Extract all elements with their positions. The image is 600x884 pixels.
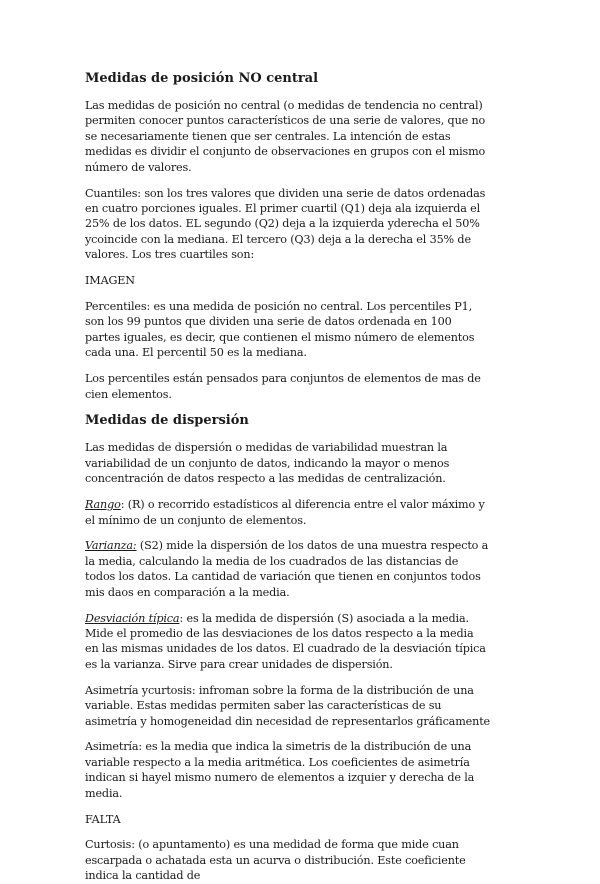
paragraph-varianza <box>85 538 490 600</box>
paragraph-cuantiles: Cuantiles: son los tres valores que dividen una serie de datos ordenadas en cuatro porciones iguales. El primer cuartil (Q1) deja ala izquierda el 25% de los datos. EL segundo (Q2) deja a la izquierda yderecha el 50% ycoincide con la mediana. El tercero (Q3) deja a la derecha el 35% de valores. Los tres cuartiles son: <box>85 186 486 262</box>
paragraph-percentiles: Percentiles: es una medida de posición no central. Los percentiles P1, son los 99 puntos que dividen una serie de datos ordenada en 100 partes iguales, es decir, que contienen el mismo número de elementos cada una. El percentil 50 es la mediana. <box>85 299 475 360</box>
paragraph-dispersion-intro: Las medidas de dispersión o medidas de variabilidad muestran la variabilidad de un conjunto de datos, indicando la mayor o menos concentración de datos respecto a las medidas de centralización. <box>85 441 450 486</box>
varianza-definition: (S2) mide la dispersión de los datos de una muestra respecto a la media, calculando la media de los cuadrados de las distancias de todos los datos. La cantidad de variación que tienen en conjuntos todos mis daos en comparación a la media. <box>85 539 489 599</box>
rango-definition: : (R) o recorrido estadísticos al diferencia entre el valor máximo y el mínimo de un conjunto de elementos. <box>85 498 485 527</box>
paragraph-asimetria: Asimetría: es la media que indica la simetris de la distribución de una variable respecto a la media aritmética. Los coeficientes de asimetría indican si hayel mismo numero de elementos a izquier y derecha de la media. <box>85 740 475 800</box>
heading-medidas-dispersion: Medidas de dispersión <box>85 413 249 429</box>
paragraph-asimetria-curtosis: Asimetría ycurtosis: infroman sobre la forma de la distribución de una variable. Estas medidas permiten saber las características de su asimetría y homogeneidad din necesidad de representarlos gráficamente <box>85 683 491 728</box>
paragraph-falta: FALTA <box>85 812 121 826</box>
term-rango: Rango <box>85 498 121 512</box>
paragraph-percentiles-note: Los percentiles están pensados para conjuntos de elementos de mas de cien elementos. <box>85 372 481 401</box>
paragraph-curtosis: Curtosis: (o apuntamento) es una medidad de forma que mide cuan escarpada o achatada esta un acurva o distribución. Este coeficiente indica la cantidad de <box>85 838 466 883</box>
paragraph-rango <box>85 497 490 528</box>
term-desviacion-tipica: Desviación típica <box>85 611 180 625</box>
paragraph-intro-no-central: Las medidas de posición no central (o medidas de tendencia no central) permiten conocer puntos característicos de una serie de valores, que no se necesariamente tienen que ser centrales. La intención de estas medidas es dividir el conjunto de observaciones en grupos con el mismo número de valores. <box>85 99 486 174</box>
desviacion-definition: : es la medida de dispersión (S) asociada a la media. Mide el promedio de las desviaciones de los datos respecto a la media en las mismas unidades de los datos. El cuadrado de la desviación típica es la varianza. Sirve para crear unidades de dispersión. <box>85 611 486 671</box>
paragraph-imagen-placeholder: IMAGEN <box>85 274 135 288</box>
heading-medidas-posicion-no-central: Medidas de posición NO central <box>85 71 319 86</box>
paragraph-desviacion-tipica <box>85 611 490 673</box>
term-varianza: Varianza: <box>85 539 137 553</box>
